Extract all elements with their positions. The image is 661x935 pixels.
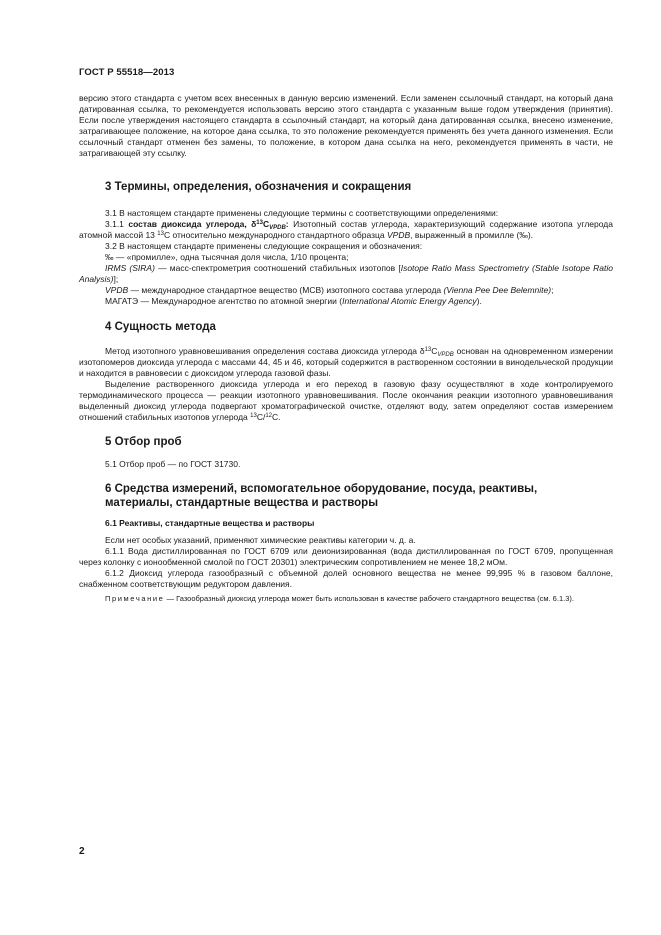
method-p2-text-end: С.	[272, 412, 281, 422]
term-name: состав диоксида углерода, δ	[128, 219, 257, 229]
subsection-6-1-title: 6.1 Реактивы, стандартные вещества и растворы	[105, 518, 315, 528]
reagents-general-paragraph: Если нет особых указаний, применяют химические реактивы категории ч. д. а.	[105, 535, 416, 545]
abbreviation-irms	[79, 263, 613, 285]
intro-paragraph: версию этого стандарта с учетом всех внесенных в данную версию изменений. Если заменен ссылочный стандарт, на который дана датированная ссылка, то рекомендуется использовать версию этого стандарта с указанным выше годом утверждения (принятия). Если после утверждения настоящего стандарта в ссылочный стандарт, на который дана датированная ссылка, внесено изменение, затрагивающее положение, на которое дана ссылка, то это положение рекомендуется применять без учета данного изменения. Если ссылочный стандарт отменен без замены, то положение, в котором дана ссылка на него, рекомендуется применять в части, не затрагивающей эту ссылку.	[79, 93, 613, 158]
abbr-irms-end: ];	[113, 274, 119, 284]
abbr-vpdb-text: — международное стандартное вещество (МСВ) изотопного состава углерода	[128, 285, 444, 295]
page-content	[79, 93, 613, 604]
term-carbon: C	[262, 219, 270, 229]
term-superscript: 13	[256, 220, 263, 226]
abbreviation-iaea	[79, 296, 613, 307]
paragraph-6-1-1: 6.1.1 Вода дистиллированная по ГОСТ 6709 или деионизированная (вода дистиллированная по ГОСТ 6709, пропущенная через колонку с ионообменной смолой по ГОСТ 20301) электрическим сопротивлением не менее 18,2 мОм.	[79, 546, 613, 567]
section-6-title-line-1: 6 Средства измерений, вспомогательное оборудование, посуда, реактивы,	[105, 483, 538, 495]
note-paragraph	[79, 594, 613, 604]
section-4-title: 4 Сущность метода	[105, 321, 216, 333]
note-text: — Газообразный диоксид углерода может быть использован в качестве рабочего стандартного вещества (см. 6.1.3).	[164, 594, 574, 603]
section-5-title: 5 Отбор проб	[105, 436, 182, 448]
paragraph-3-1: 3.1 В настоящем стандарте применены следующие термины с соответствующими определениями:	[105, 208, 499, 218]
term-subscript: VPDB	[269, 225, 286, 231]
page-number: 2	[79, 846, 85, 857]
method-paragraph-1	[79, 346, 613, 379]
term-definition-part3: , выраженный в промилле (‰).	[410, 230, 534, 240]
standard-code-header: ГОСТ Р 55518—2013	[79, 67, 175, 78]
abbr-irms-term: IRMS (SIRA)	[105, 263, 155, 273]
abbr-irms-text: — масс-спектрометрия соотношений стабильных изотопов [	[154, 263, 401, 273]
note-label: Примечание	[105, 594, 165, 603]
paragraph-5-1: 5.1 Отбор проб — по ГОСТ 31730.	[105, 459, 241, 469]
clause-number: 3.1.1	[105, 219, 129, 229]
method-p2-text: Выделение растворенного диоксида углерода и его переход в газовую фазу осуществляют в ходе контролируемого термодинамического процесса — реакции изотопного уравновешивания. После окончания реакции изотопного уравновешивания выделенный диоксид углерода подвергают хроматографической очистке, отделяют воду, затем определяют состав измерением отношений стабильных изотопов углерода	[79, 379, 613, 422]
isotope-superscript: 13	[157, 231, 164, 237]
paragraph-6-1-2: 6.1.2 Диоксид углерода газообразный с объемной долей основного вещества не менее 99,995 % в газовом баллоне, снабженном соответствующим редуктором давления.	[79, 568, 613, 589]
paragraph-3-2: 3.2 В настоящем стандарте применены следующие сокращения и обозначения:	[105, 241, 423, 251]
method-p1-text: Метод изотопного уравновешивания определения состава диоксида углерода δ	[105, 346, 425, 356]
abbreviation-permille: ‰ — «промилле», одна тысячная доля числа, 1/10 процента;	[105, 252, 349, 262]
method-p1-carbon: C	[431, 346, 438, 356]
abbr-vpdb-end: ;	[551, 285, 554, 295]
abbreviation-vpdb	[79, 285, 613, 296]
term-definition-part1: Изотопный состав углерода, характеризующий содержание изотопа углерода атомной массой 13	[79, 219, 613, 240]
method-p1-subscript: VPDB	[437, 352, 454, 358]
term-colon: :	[285, 219, 289, 229]
section-3-title: 3 Термины, определения, обозначения и сокращения	[105, 181, 412, 193]
paragraph-3-1-1	[79, 219, 613, 241]
abbr-iaea-text: МАГАТЭ — Международное агентство по атомной энергии (	[105, 296, 343, 306]
abbr-irms-english: Isotope Ratio Mass Spectrometry (Stable Isotope Ratio Analysis)	[79, 263, 613, 284]
abbr-iaea-english: International Atomic Energy Agency	[342, 296, 477, 306]
abbr-vpdb-term: VPDB	[105, 285, 129, 295]
section-6-title-line-2: материалы, стандартные вещества и растворы	[105, 497, 379, 509]
method-p1-text-end: основан на одновременном измерении изотопомеров диоксида углерода с массами 44, 45 и 46, который содержится в растворенном состоянии в винодельческой продукции и находится в равновесии с диоксидом углерода газовой фазы.	[79, 346, 613, 378]
vpdb-reference: VPDB	[387, 230, 411, 240]
method-paragraph-2	[79, 379, 613, 423]
abbr-vpdb-english: (Vienna Pee Dee Belemnite)	[443, 285, 552, 295]
method-p1-superscript: 13	[424, 347, 432, 353]
abbr-iaea-end: ).	[476, 296, 482, 306]
term-definition-part2: С относительно международного стандартного образца	[163, 230, 387, 240]
method-p2-superscript-13: 13	[250, 413, 257, 419]
method-p2-ratio: С/	[256, 412, 266, 422]
method-p2-superscript-12: 12	[265, 413, 273, 419]
